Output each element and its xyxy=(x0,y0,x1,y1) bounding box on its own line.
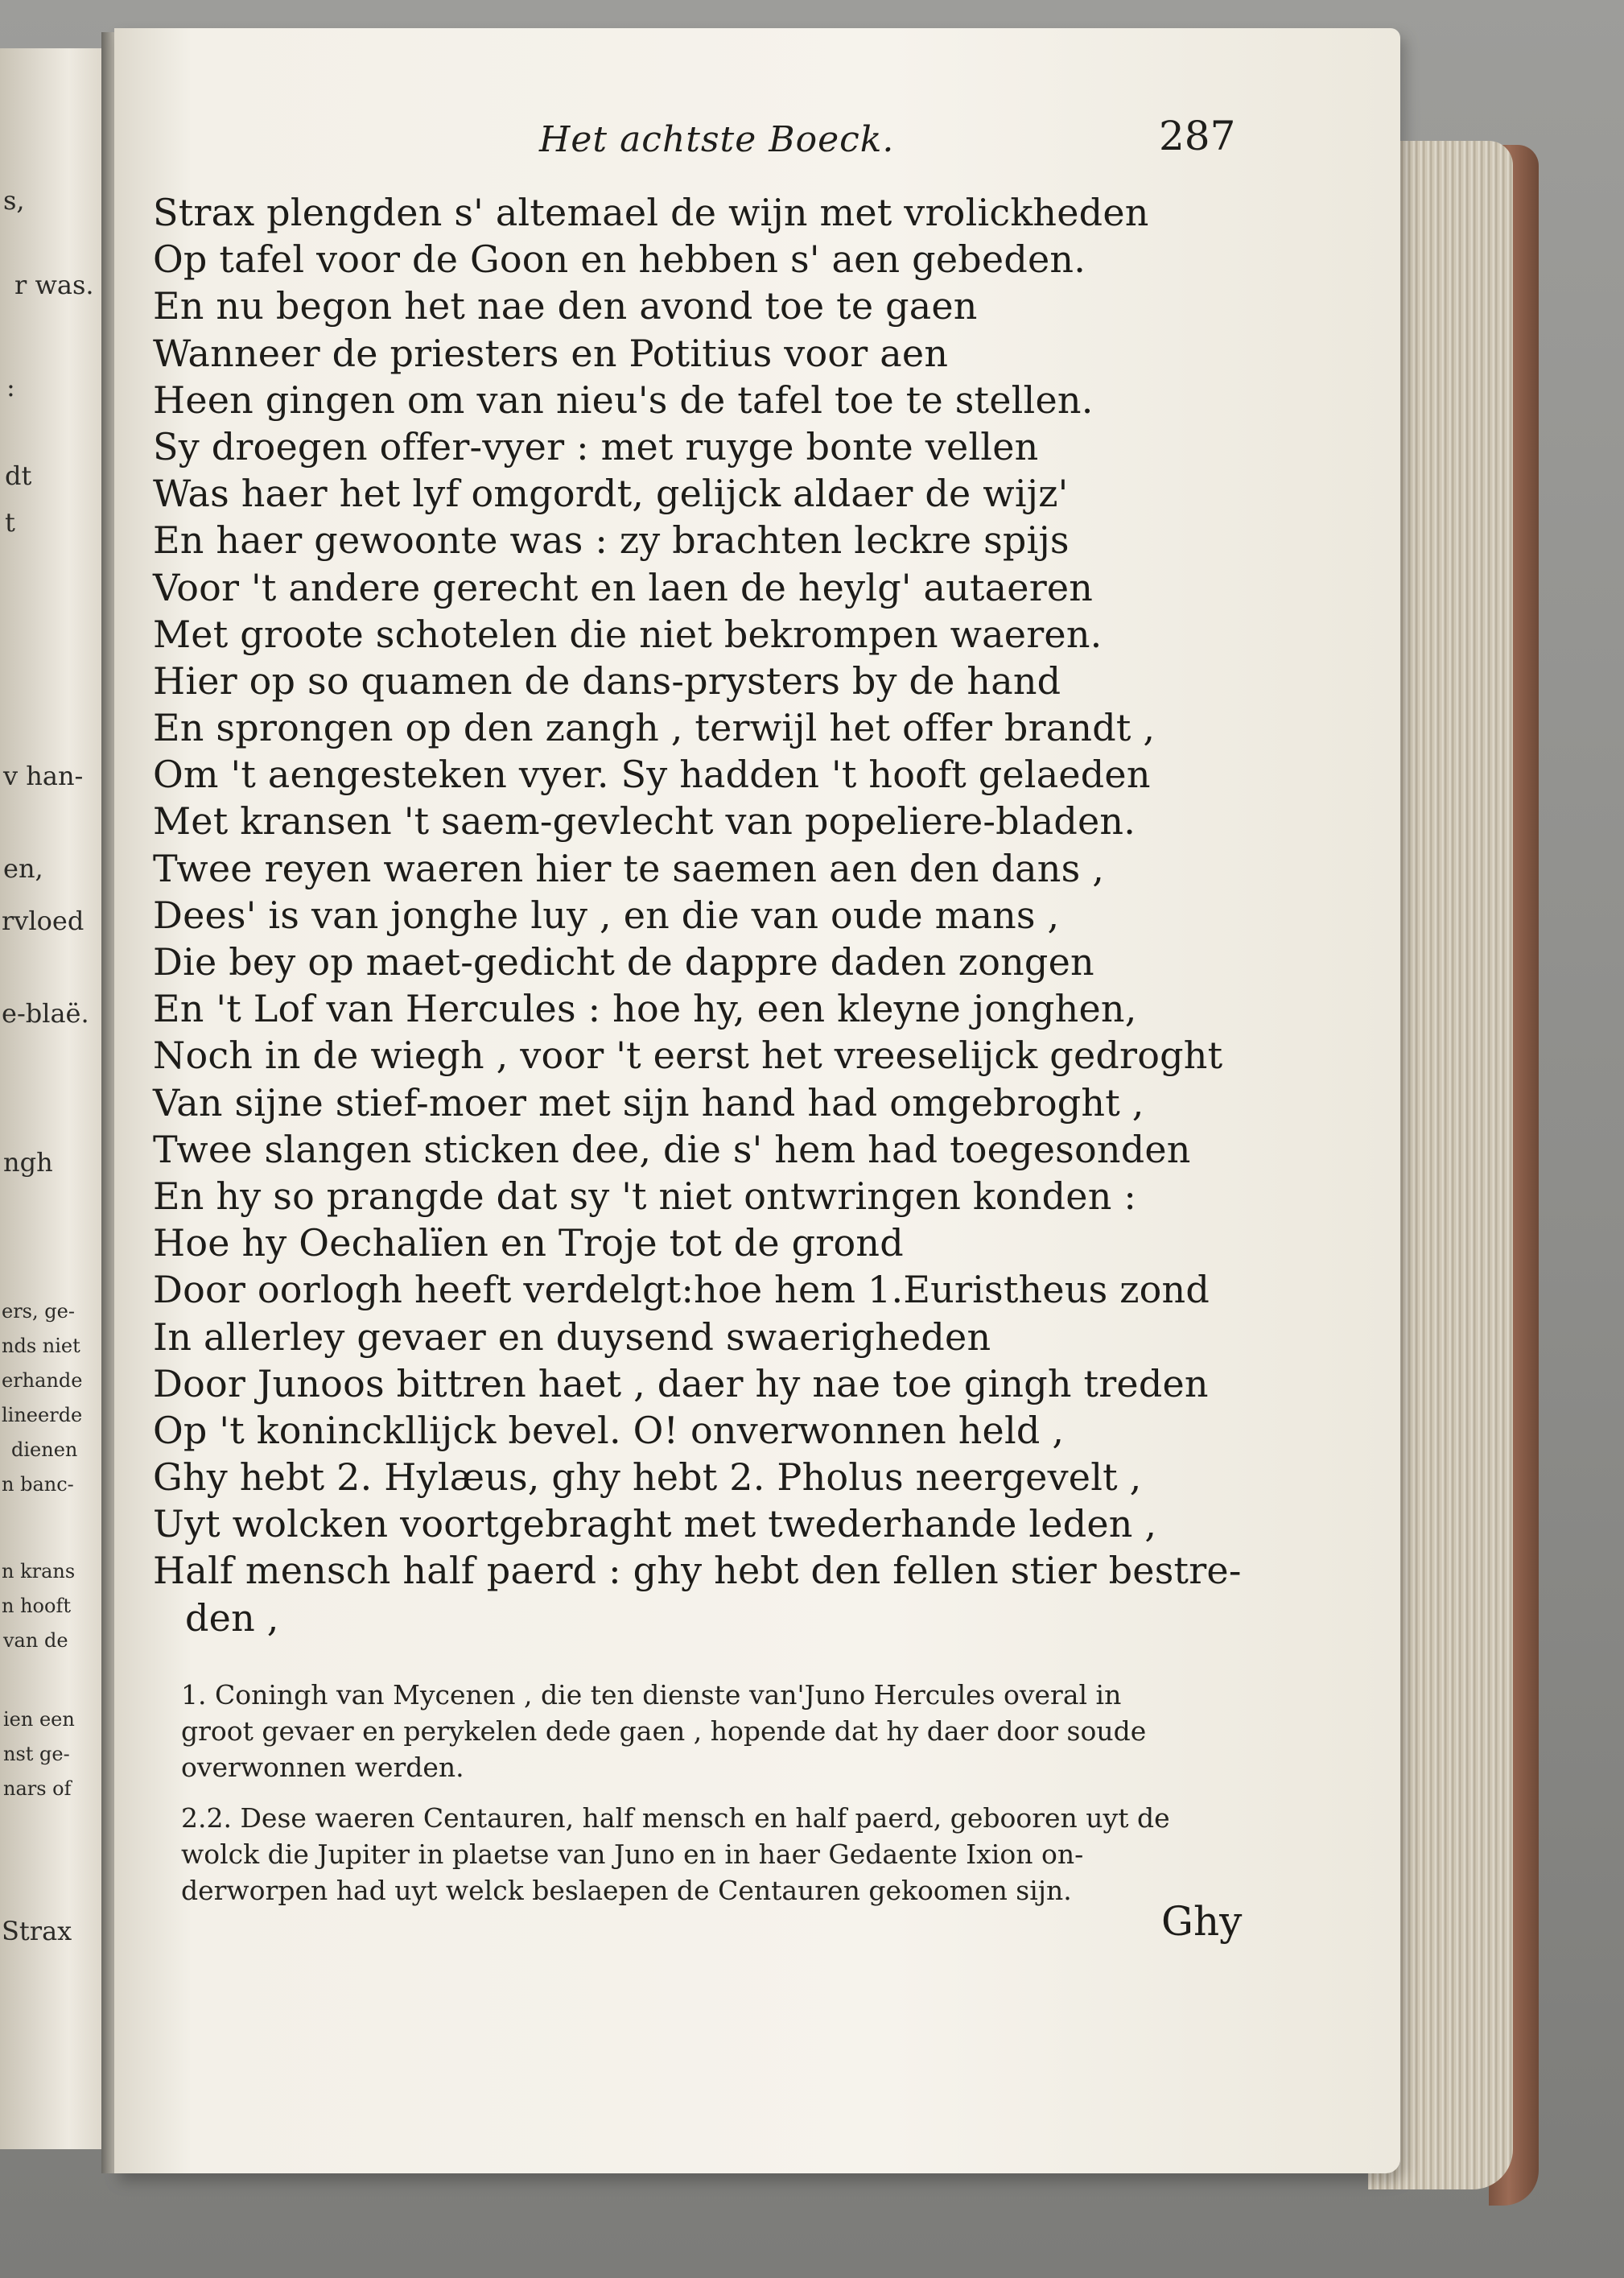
left-page-fragment: ers, ge- xyxy=(2,1300,75,1323)
poem-line: En nu begon het nae den avond toe te gaen xyxy=(153,284,978,328)
left-page-fragment: dienen xyxy=(11,1438,78,1461)
catchword: Ghy xyxy=(1161,1898,1243,1945)
poem-line: En 't Lof van Hercules : hoe hy, een kleyne jonghen, xyxy=(153,987,1137,1031)
left-page-fragment: s, xyxy=(3,185,25,216)
footnotes xyxy=(181,1677,1292,1909)
poem-line: En haer gewoonte was : zy brachten leckre spijs xyxy=(153,518,1070,563)
left-page-fragment: nds niet xyxy=(2,1335,80,1357)
left-page-fragment: nst ge- xyxy=(3,1743,70,1765)
poem-line: Hier op so quamen de dans-prysters by de hand xyxy=(153,658,1061,703)
left-page-fragment: n banc- xyxy=(2,1473,74,1496)
poem-line: In allerley gevaer en duysend swaerigheden xyxy=(153,1314,991,1359)
poem-line: Strax plengden s' altemael de wijn met vrolickheden xyxy=(153,191,1149,234)
poem-line: Door Junoos bittren haet , daer hy nae toe gingh treden xyxy=(153,1361,1209,1405)
poem-line: En sprongen op den zangh , terwijl het offer brandt , xyxy=(153,706,1156,750)
footnote-gap xyxy=(181,1785,1292,1800)
left-page-fragment: en, xyxy=(3,853,43,884)
footnote-line: derworpen had uyt welck beslaepen de Centauren gekoomen sijn. xyxy=(181,1875,1072,1906)
poem-line: Die bey op maet-gedicht de dappre daden zongen xyxy=(153,940,1094,984)
poem-line: Om 't aengesteken vyer. Sy hadden 't hooft gelaeden xyxy=(153,753,1151,797)
left-page-fragment: lineerde xyxy=(2,1404,83,1426)
left-page-fragment: n krans xyxy=(2,1560,76,1583)
poem-line: En hy so prangde dat sy 't niet ontwringen konden : xyxy=(153,1174,1137,1218)
poem-line: Dees' is van jonghe luy , en die van oude mans , xyxy=(153,893,1060,937)
poem-line: Ghy hebt 2. Hylæus, ghy hebt 2. Pholus neergevelt , xyxy=(153,1455,1142,1500)
left-page-fragment: r was. xyxy=(14,270,94,300)
footnote-line: groot gevaer en perykelen dede gaen , hopende dat hy daer door soude xyxy=(181,1715,1147,1747)
left-page-fragment: v han- xyxy=(3,761,84,791)
poem-line: den , xyxy=(185,1595,279,1640)
footnote-line: 2.2. Dese waeren Centauren, half mensch en half paerd, gebooren uyt de xyxy=(181,1802,1170,1834)
poem-line: Met kransen 't saem-gevlecht van popeliere-bladen. xyxy=(153,799,1136,844)
footnote-line: 1. Coningh van Mycenen , die ten dienste van'Juno Hercules overal in xyxy=(181,1679,1122,1711)
page-number: 287 xyxy=(1159,113,1236,159)
poem-line: Van sijne stief-moer met sijn hand had omgebroght , xyxy=(153,1080,1144,1125)
left-page xyxy=(0,48,114,2149)
poem-line: Twee slangen sticken dee, die s' hem had toegesonden xyxy=(153,1127,1191,1171)
left-page-fragment: n hooft xyxy=(2,1595,71,1617)
poem-text xyxy=(153,189,1242,1641)
poem-line: Heen gingen om van nieu's de tafel toe te stellen. xyxy=(153,378,1094,422)
footnote-line: overwonnen werden. xyxy=(181,1752,464,1783)
left-page-fragment: e-blaë. xyxy=(2,998,89,1029)
running-header: Het achtste Boeck. xyxy=(539,119,895,160)
poem-line: Op 't koninckllijck bevel. O! onverwonnen held , xyxy=(153,1408,1065,1452)
poem-line: Door oorlogh heeft verdelgt:hoe hem 1.Euristheus zond xyxy=(153,1268,1210,1312)
footnote-line: wolck die Jupiter in plaetse van Juno en in haer Gedaente Ixion on- xyxy=(181,1838,1084,1870)
left-page-fragment: rvloed xyxy=(2,906,84,936)
left-page-fragment: : xyxy=(6,372,15,402)
left-page-fragment: ngh xyxy=(3,1147,53,1178)
poem-line: Wanneer de priesters en Potitius voor aen xyxy=(153,331,949,375)
poem-line: Twee reyen waeren hier te saemen aen den dans , xyxy=(153,846,1105,890)
left-page-fragment: erhande xyxy=(2,1369,83,1392)
poem-line: Uyt wolcken voortgebraght met twederhande leden , xyxy=(153,1502,1157,1546)
left-page-fragment: t xyxy=(5,507,15,538)
poem-line: Hoe hy Oechalïen en Troje tot de grond xyxy=(153,1221,904,1265)
poem-line: Met groote schotelen die niet bekrompen waeren. xyxy=(153,612,1103,656)
poem-line: Was haer het lyf omgordt, gelijck aldaer de wijz' xyxy=(153,472,1069,516)
left-page-fragment: Strax xyxy=(2,1916,72,1946)
poem-line: Op tafel voor de Goon en hebben s' aen gebeden. xyxy=(153,237,1086,282)
poem-line: Noch in de wiegh , voor 't eerst het vreeselijck gedroght xyxy=(153,1034,1223,1078)
poem-line: Sy droegen offer-vyer : met ruyge bonte vellen xyxy=(153,424,1039,468)
left-page-fragment: van de xyxy=(3,1629,68,1652)
left-page-fragment: dt xyxy=(5,460,32,491)
poem-line: Voor 't andere gerecht en laen de heylg' autaeren xyxy=(153,565,1094,609)
poem-line: Half mensch half paerd : ghy hebt den fellen stier bestre- xyxy=(153,1549,1242,1593)
left-page-fragment: nars of xyxy=(3,1777,72,1800)
left-page-fragment: ien een xyxy=(3,1708,75,1731)
